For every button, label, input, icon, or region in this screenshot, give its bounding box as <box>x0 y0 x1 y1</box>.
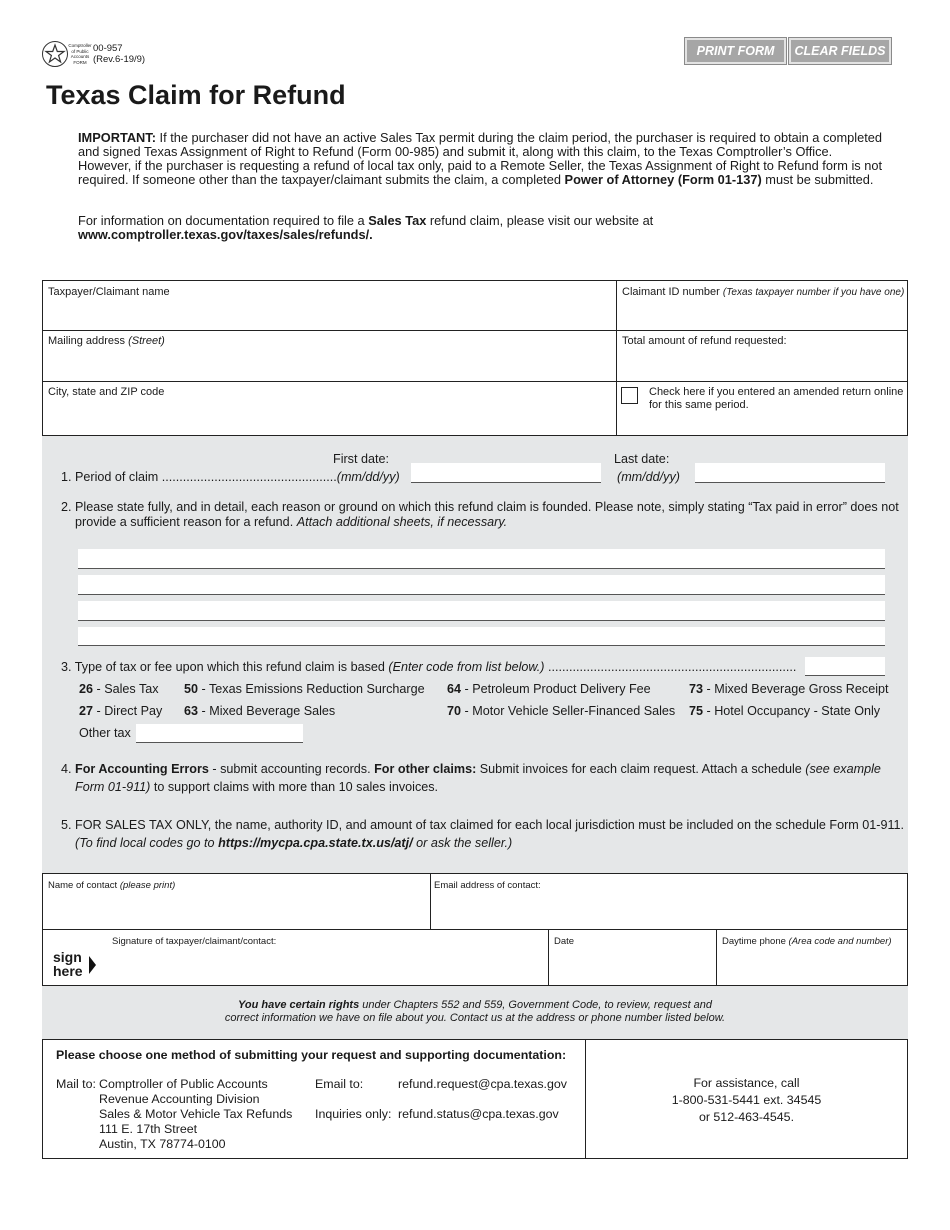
q5-sales-tax-only <box>61 816 906 852</box>
code-number: 64 <box>447 682 462 696</box>
mail-to-label: Mail to: <box>56 1077 96 1091</box>
submission-heading: Please choose one method of submitting your request and supporting documentation: <box>56 1048 567 1062</box>
code-26 <box>79 682 159 697</box>
contact-email-label: Email address of contact: <box>434 880 541 891</box>
q1-date-format: (mm/dd/yy) <box>336 470 400 484</box>
poa-form-ref: Power of Attorney (Form 01-137) <box>564 172 762 187</box>
rights-line1 <box>42 999 908 1012</box>
q4-note: Form 01-911) <box>75 780 151 794</box>
q3-leader: ....................................................................... <box>544 660 796 674</box>
other-tax-label: Other tax <box>79 726 131 740</box>
reason-line-4-input[interactable] <box>78 627 885 646</box>
code-number: 75 <box>689 704 704 718</box>
q4-documentation <box>61 760 896 796</box>
address-line: Comptroller of Public Accounts <box>99 1077 268 1091</box>
code-label: - Sales Tax <box>93 682 159 696</box>
reason-line-2-input[interactable] <box>78 575 885 595</box>
arrow-right-icon <box>89 956 96 974</box>
column-divider <box>616 280 617 436</box>
info-paragraph <box>78 214 888 242</box>
sign-here-marker <box>53 950 83 978</box>
tax-code-input[interactable] <box>805 657 885 676</box>
rights-bold: You have certain rights <box>237 999 360 1011</box>
code-75 <box>689 704 880 719</box>
here-text: here <box>53 963 83 979</box>
daytime-phone-field[interactable] <box>722 936 892 947</box>
column-divider <box>548 929 549 985</box>
contact-name-label: Name of contact <box>48 880 118 891</box>
claimant-id-field[interactable] <box>622 286 904 298</box>
amended-return-checkbox[interactable] <box>621 387 638 404</box>
q5-note: or ask the seller.) <box>412 836 513 850</box>
mailing-address <box>99 1077 292 1152</box>
q3-text: 3. Type of tax or fee upon which this refund claim is based <box>61 660 389 674</box>
code-27 <box>79 704 162 719</box>
row-divider <box>43 330 907 331</box>
address-line: Revenue Accounting Division <box>99 1092 260 1106</box>
other-tax-input[interactable] <box>136 724 303 743</box>
code-70 <box>447 704 675 719</box>
signature-field[interactable] <box>112 936 276 947</box>
taxpayer-name-field[interactable] <box>48 286 170 298</box>
q3-note: (Enter code from list below.) <box>388 660 545 674</box>
code-50 <box>184 682 425 697</box>
q4-note: (see example <box>805 762 881 776</box>
refunds-website-link[interactable]: www.comptroller.texas.gov/taxes/sales/refunds/. <box>78 227 373 242</box>
code-73 <box>689 682 889 697</box>
last-date-input[interactable] <box>695 463 885 483</box>
code-number: 26 <box>79 682 94 696</box>
refund-status-email[interactable]: refund.status@cpa.texas.gov <box>398 1107 559 1121</box>
date-label: Date <box>554 936 575 947</box>
q3-tax-type <box>61 660 796 675</box>
last-date-label: Last date: <box>614 452 670 466</box>
q2-note: Attach additional sheets, if necessary. <box>296 515 508 529</box>
q5-line2 <box>61 834 906 852</box>
code-label: - Hotel Occupancy - State Only <box>703 704 881 718</box>
claimant-id-note: (Texas taxpayer number if you have one) <box>722 287 905 298</box>
assistance-phone-alt: or 512-463-4545. <box>698 1110 795 1124</box>
mailing-address-label: Mailing address <box>48 335 126 347</box>
important-label: IMPORTANT: <box>78 130 156 145</box>
claimant-id-label: Claimant ID number <box>622 286 720 298</box>
print-form-button[interactable]: PRINT FORM <box>685 38 786 64</box>
contact-name-field[interactable] <box>48 880 175 891</box>
form-number <box>93 43 145 65</box>
first-date-label: First date: <box>333 452 389 466</box>
rights-line2: correct information we have on file about you. Contact us at the address or phone number listed below. <box>224 1012 726 1024</box>
important-paragraph <box>78 131 888 187</box>
seal-text: Comptroller of Public Accounts FORM <box>68 43 92 65</box>
q1-period-of-claim <box>61 470 400 485</box>
rights-notice <box>42 999 908 1025</box>
code-number: 73 <box>689 682 704 696</box>
q4-text: to support claims with more than 10 sales invoices. <box>150 780 439 794</box>
comptroller-seal-icon <box>42 41 68 67</box>
info-text-mid: refund claim, please visit our website at <box>426 213 654 228</box>
mailing-address-field[interactable] <box>48 335 165 347</box>
q1-text: 1. Period of claim .................................................. <box>61 470 337 484</box>
q4-text: - submit accounting records. <box>208 762 375 776</box>
clear-fields-button[interactable]: CLEAR FIELDS <box>789 38 891 64</box>
column-divider <box>716 929 717 985</box>
code-label: - Mixed Beverage Sales <box>198 704 336 718</box>
local-codes-link[interactable]: https://mycpa.cpa.state.tx.us/atj/ <box>218 836 413 850</box>
last-date-format: (mm/dd/yy) <box>617 470 680 484</box>
q4-text: Submit invoices for each claim request. Attach a schedule <box>476 762 806 776</box>
contact-email-field[interactable] <box>434 880 541 891</box>
date-field[interactable] <box>554 936 574 947</box>
important-text-end: must be submitted. <box>761 172 874 187</box>
address-line: Sales & Motor Vehicle Tax Refunds <box>99 1107 293 1121</box>
q5-text: 5. FOR SALES TAX ONLY, the name, authority ID, and amount of tax claimed for each local jurisdiction must be included on the schedule Form 01-911. <box>61 818 905 832</box>
total-refund-field[interactable] <box>622 335 787 347</box>
q4-accounting-errors: For Accounting Errors <box>75 762 209 776</box>
row-divider <box>43 929 907 930</box>
submission-box <box>42 1039 908 1159</box>
claimant-info-box <box>42 280 908 436</box>
daytime-phone-note: (Area code and number) <box>788 936 892 947</box>
code-label: - Petroleum Product Delivery Fee <box>461 682 651 696</box>
city-state-zip-label: City, state and ZIP code <box>48 386 165 398</box>
assistance-info <box>586 1075 907 1126</box>
q4-line1 <box>61 760 896 778</box>
sales-tax-label: Sales Tax <box>368 213 427 228</box>
signature-label: Signature of taxpayer/claimant/contact: <box>112 936 277 947</box>
reason-line-1-input[interactable] <box>78 549 885 569</box>
code-63 <box>184 704 335 719</box>
code-label: - Direct Pay <box>93 704 163 718</box>
q2-reason <box>61 500 901 530</box>
q2-text-line1: 2. Please state fully, and in detail, each reason or ground on which this refund claim is founded. Please note, simply stating “Tax paid in error” does not <box>61 500 899 514</box>
assistance-line: For assistance, call <box>693 1076 800 1090</box>
address-line: Austin, TX 78774-0100 <box>99 1137 226 1151</box>
amended-return-label: Check here if you entered an amended return online for this same period. <box>649 386 904 411</box>
q4-number: 4. <box>61 762 76 776</box>
q2-text: provide a sufficient reason for a refund. <box>75 515 297 529</box>
address-line: 111 E. 17th Street <box>99 1122 198 1136</box>
city-state-zip-field[interactable] <box>48 386 164 398</box>
page-title: Texas Claim for Refund <box>46 80 346 110</box>
code-64 <box>447 682 651 697</box>
taxpayer-name-label: Taxpayer/Claimant name <box>48 286 170 298</box>
code-label: - Motor Vehicle Seller-Financed Sales <box>461 704 676 718</box>
code-label: - Texas Emissions Reduction Surcharge <box>198 682 425 696</box>
mailing-address-note: (Street) <box>128 335 165 347</box>
sign-text: sign <box>53 949 82 965</box>
inquiries-label: Inquiries only: <box>315 1107 392 1121</box>
code-number: 27 <box>79 704 94 718</box>
reason-line-3-input[interactable] <box>78 601 885 621</box>
form-revision: (Rev.6-19/9) <box>93 54 146 65</box>
row-divider <box>43 381 907 382</box>
total-refund-label: Total amount of refund requested: <box>622 335 787 347</box>
info-text: For information on documentation required to file a <box>78 213 369 228</box>
contact-box <box>42 873 908 986</box>
form-number-text: 00-957 <box>93 43 123 54</box>
q5-note: (To find local codes go to <box>75 836 219 850</box>
contact-name-note: (please print) <box>119 880 176 891</box>
first-date-input[interactable] <box>411 463 601 483</box>
assistance-phone: 1-800-531-5441 ext. 34545 <box>671 1093 822 1107</box>
column-divider <box>430 874 431 929</box>
q2-text-line2 <box>61 515 901 530</box>
code-number: 50 <box>184 682 199 696</box>
refund-request-email[interactable]: refund.request@cpa.texas.gov <box>398 1077 567 1091</box>
daytime-phone-label: Daytime phone <box>722 936 786 947</box>
important-text: If the purchaser did not have an active Sales Tax permit during the claim period, the purchaser is required to obtain a completed and signed Texas Assignment of Right to Refund (Form 00-985) and submit it, along with this claim, to the Texas Comptroller’s Office. However, if the purchaser is requesting a refund of local tax only, paid to a Remote Seller, the Texas Assignment of Right to Refund form is not required. If someone other than the taxpayer/claimant submits the claim, a completed <box>78 130 883 187</box>
rights-text: under Chapters 552 and 559, Government Code, to review, request and <box>359 999 713 1011</box>
q4-other-claims: For other claims: <box>374 762 477 776</box>
code-number: 63 <box>184 704 199 718</box>
code-label: - Mixed Beverage Gross Receipt <box>703 682 889 696</box>
q4-line2 <box>61 778 896 796</box>
email-to-label: Email to: <box>315 1077 364 1091</box>
code-number: 70 <box>447 704 462 718</box>
